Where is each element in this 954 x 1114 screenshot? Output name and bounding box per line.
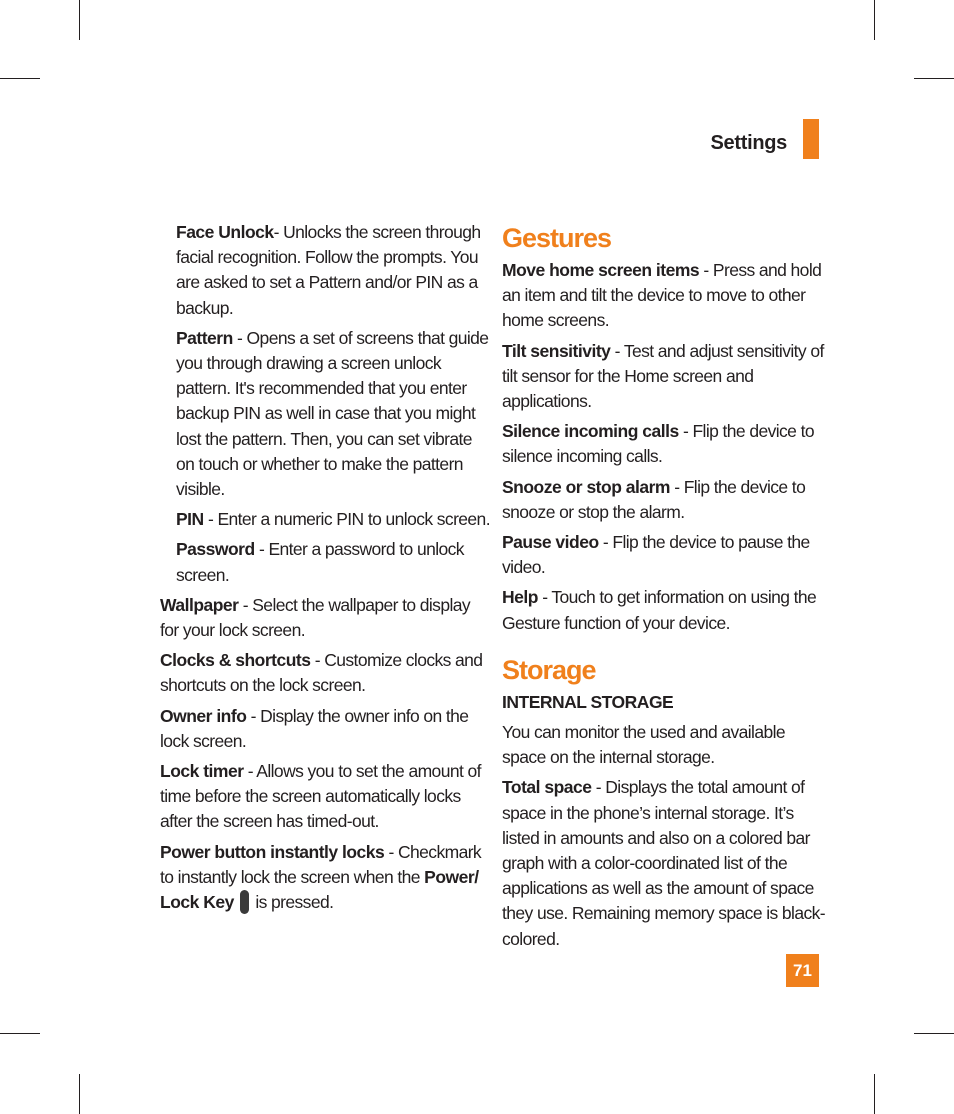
gesture-term: Move home screen items	[502, 260, 700, 280]
crop-mark	[914, 1033, 954, 1034]
lock-timer-term: Lock timer	[160, 761, 244, 782]
clocks-shortcuts-term: Clocks & shortcuts	[160, 650, 311, 671]
face-unlock-desc: - Unlocks the screen through facial recognition. Follow the prompts. You are asked to set a Pattern and/or PIN as a backup.	[176, 222, 481, 318]
gesture-item	[502, 419, 827, 469]
power-button-term: Power button instantly locks	[160, 841, 385, 862]
owner-info-term: Owner info	[160, 705, 247, 726]
power-button-desc: - Checkmark to instantly lock the screen when the	[160, 841, 482, 887]
pattern-desc: - Opens a set of screens that guide you through drawing a screen unlock pattern. It's recommended that you enter backup PIN as well in case that you might lost the pattern. Then, you can set vibrate on touch or whether to make the pattern visible.	[176, 327, 489, 500]
power-lock-key-label: Power/ Lock Key	[160, 866, 479, 913]
pattern-term: Pattern	[176, 327, 233, 348]
pin-term: PIN	[176, 509, 204, 530]
face-unlock-term: Face Unlock	[176, 222, 274, 242]
power-button-tail: is pressed.	[251, 892, 334, 913]
crop-mark	[0, 1033, 40, 1034]
clocks-shortcuts-desc: - Customize clocks and shortcuts on the lock screen.	[160, 650, 483, 696]
gesture-term: Silence incoming calls	[502, 421, 679, 442]
gesture-term: Tilt sensitivity	[502, 340, 611, 361]
password-paragraph	[160, 537, 490, 587]
internal-storage-subheading: INTERNAL STORAGE	[502, 691, 674, 712]
total-space-term: Total space	[502, 777, 592, 798]
wallpaper-desc: - Select the wallpaper to display for your lock screen.	[160, 594, 471, 641]
storage-heading: Storage	[502, 654, 596, 685]
wallpaper-paragraph	[160, 593, 490, 643]
gesture-desc: - Touch to get information on using the Gesture function of your device.	[502, 587, 817, 633]
crop-mark	[0, 78, 40, 79]
gesture-item	[502, 258, 827, 334]
gesture-desc: - Test and adjust sensitivity of tilt sensor for the Home screen and applications.	[502, 340, 824, 412]
lock-timer-desc: - Allows you to set the amount of time before the screen automatically locks after the screen has timed-out.	[160, 761, 481, 832]
pin-desc: - Enter a numeric PIN to unlock screen.	[203, 509, 490, 530]
storage-intro: You can monitor the used and available space on the internal storage.	[502, 722, 786, 768]
password-term: Password	[176, 539, 255, 560]
gesture-term: Help	[502, 587, 538, 608]
lock-timer-paragraph	[160, 759, 490, 835]
gesture-term: Pause video	[502, 532, 599, 553]
gestures-heading: Gestures	[502, 223, 612, 253]
pattern-paragraph	[160, 326, 490, 502]
password-desc: - Enter a password to unlock screen.	[176, 539, 464, 585]
gesture-desc: - Flip the device to pause the video.	[502, 532, 810, 578]
crop-mark	[914, 78, 954, 79]
gesture-item	[502, 339, 827, 415]
gesture-item	[502, 530, 827, 580]
owner-info-paragraph	[160, 704, 490, 754]
total-space-paragraph	[502, 775, 827, 951]
gesture-desc: - Flip the device to silence incoming calls.	[502, 421, 814, 467]
gesture-item	[502, 585, 827, 635]
page-number: 71	[786, 954, 819, 987]
gesture-desc: - Press and hold an item and tilt the device to move to other home screens.	[502, 260, 822, 331]
power-key-icon	[240, 890, 249, 914]
gesture-item	[502, 475, 827, 525]
left-column	[160, 220, 490, 920]
crop-mark	[874, 1074, 875, 1114]
pin-paragraph	[160, 507, 490, 532]
gesture-term: Snooze or stop alarm	[502, 476, 670, 497]
right-column	[502, 220, 827, 957]
crop-mark	[874, 0, 875, 40]
clocks-shortcuts-paragraph	[160, 648, 490, 698]
owner-info-desc: - Display the owner info on the lock screen.	[160, 705, 469, 751]
header-accent-tab	[803, 119, 819, 159]
face-unlock-paragraph	[160, 220, 490, 321]
gesture-desc: - Flip the device to snooze or stop the alarm.	[502, 476, 806, 522]
running-header-title: Settings	[710, 132, 787, 154]
power-button-paragraph	[160, 840, 490, 916]
crop-mark	[79, 0, 80, 40]
total-space-desc: - Displays the total amount of space in the phone’s internal storage. It’s listed in amounts and also on a colored bar graph with a color-coordinated list of the applications as well as the amount of space they use. Remaining memory space is black-colored.	[502, 777, 825, 949]
wallpaper-term: Wallpaper	[160, 594, 239, 615]
crop-mark	[79, 1074, 80, 1114]
